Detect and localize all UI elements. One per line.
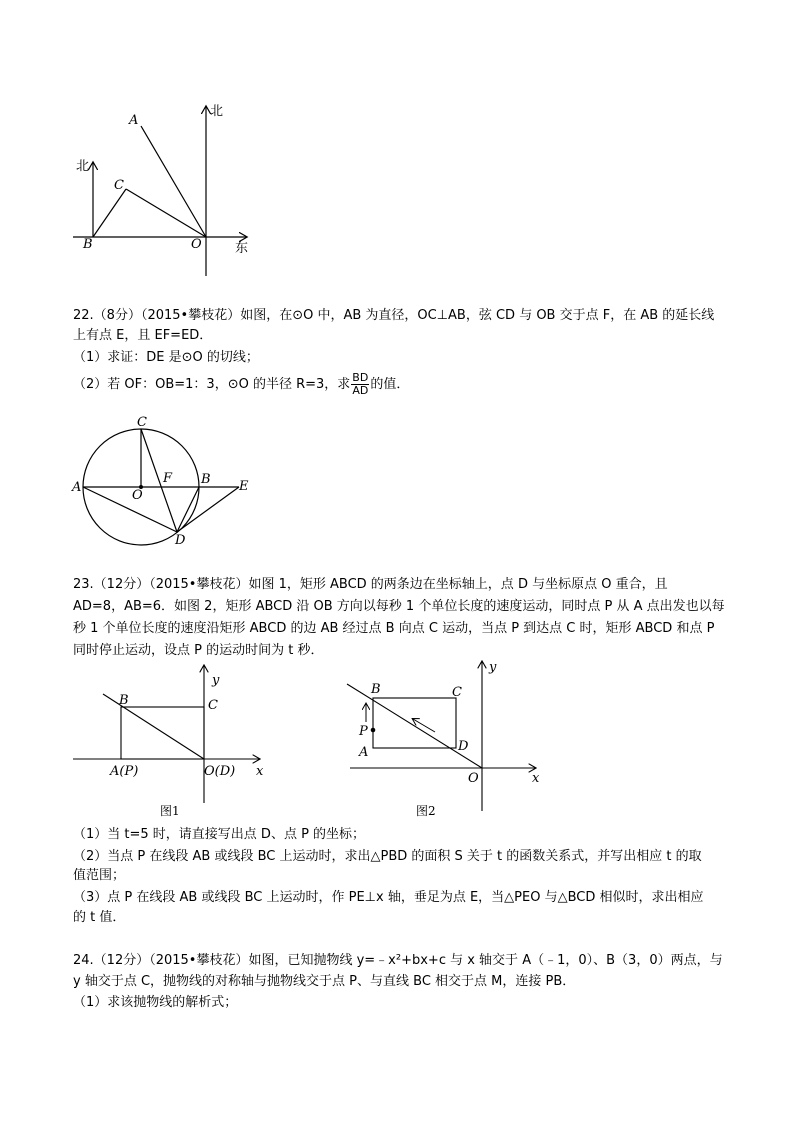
q23-part1: （1）当 t=5 时，请直接写出点 D、点 P 的坐标； bbox=[73, 827, 366, 842]
label-b: B bbox=[201, 472, 211, 487]
fraction-denominator: AD bbox=[352, 384, 369, 397]
fig2-caption: 图2 bbox=[416, 804, 436, 818]
q22-part2-suffix: 的值． bbox=[370, 377, 410, 392]
q23-part3-line1: （3）点 P 在线段 AB 或线段 BC 上运动时，作 PE⊥x 轴，垂足为点 E，当△PEO 与△BCD 相似时，求出相应 bbox=[73, 890, 704, 905]
q23-line2: AD=8，AB=6．如图 2，矩形 ABCD 沿 OB 方向以每秒 1 个单位长度的速度运动，同时点 P 从 A 点出发也以每 bbox=[73, 599, 725, 614]
fig2-direction-arrow bbox=[413, 719, 435, 732]
figure-2 bbox=[347, 660, 540, 818]
fig1-label-c: C bbox=[208, 698, 218, 713]
fig2-label-c: C bbox=[452, 685, 462, 700]
fig1-label-od: O(D) bbox=[204, 764, 236, 779]
north-label-left: 北 bbox=[76, 159, 90, 174]
fig2-point-p bbox=[371, 728, 376, 733]
q23-part2-line1: （2）当点 P 在线段 AB 或线段 BC 上运动时，求出△PBD 的面积 S 关于 t 的函数关系式，并写出相应 t 的取 bbox=[73, 849, 702, 864]
q23-line4: 同时停止运动，设点 P 的运动时间为 t 秒． bbox=[73, 643, 324, 658]
point-c-label: C bbox=[114, 178, 124, 193]
east-label: 东 bbox=[235, 241, 249, 256]
q22-line2: 上有点 E，且 EF=ED． bbox=[73, 328, 213, 343]
point-o-label: O bbox=[191, 237, 202, 252]
q23-part2-line2: 值范围； bbox=[73, 868, 126, 883]
label-d: D bbox=[175, 533, 186, 548]
fig1-caption: 图1 bbox=[160, 804, 180, 818]
fig1-label-x: x bbox=[256, 764, 264, 779]
fig2-label-p: P bbox=[359, 724, 368, 739]
label-o: O bbox=[132, 488, 143, 503]
fig2-label-b: B bbox=[371, 682, 381, 697]
q23-line3: 秒 1 个单位长度的速度沿矩形 ABCD 的边 AB 经过点 B 向点 C 运动，当点 P 到达点 C 时，矩形 ABCD 和点 P bbox=[73, 621, 715, 636]
point-b-label: B bbox=[83, 237, 93, 252]
q23-part3-line2: 的 t 值． bbox=[73, 910, 126, 925]
fig1-label-ap: A(P) bbox=[110, 764, 139, 779]
q22-part2-prefix: （2）若 OF：OB=1：3，⊙O 的半径 R=3，求 bbox=[73, 377, 351, 392]
label-c: C bbox=[137, 415, 147, 430]
q22-line1: 22.（8分）（2015•攀枝花）如图，在⊙O 中，AB 为直径，OC⊥AB，弦 CD 与 OB 交于点 F，在 AB 的延长线 bbox=[73, 308, 715, 323]
q24-part1: （1）求该抛物线的解析式； bbox=[73, 995, 238, 1010]
label-f: F bbox=[163, 471, 173, 486]
fig2-rectangle bbox=[373, 698, 456, 748]
fig2-label-x: x bbox=[532, 771, 540, 786]
q24-line2: y 轴交于点 C，抛物线的对称轴与抛物线交于点 P、与直线 BC 相交于点 M，连接 PB． bbox=[73, 974, 576, 989]
point-a-label: A bbox=[129, 113, 139, 128]
fraction-numerator: BD bbox=[352, 371, 369, 384]
north-label-right: 北 bbox=[210, 104, 224, 119]
q23-line1: 23.（12分）（2015•攀枝花）如图 1，矩形 ABCD 的两条边在坐标轴上，点 D 与坐标原点 O 重合，且 bbox=[73, 577, 668, 592]
fig2-label-y: y bbox=[489, 660, 497, 675]
fig1-label-b: B bbox=[119, 693, 129, 708]
figure-1 bbox=[73, 666, 264, 818]
label-e: E bbox=[239, 479, 249, 494]
q24-line1: 24.（12分）（2015•攀枝花）如图，已知抛物线 y=﹣x²+bx+c 与 x 轴交于 A（﹣1，0）、B（3，0）两点，与 bbox=[73, 953, 723, 968]
fig2-label-a: A bbox=[359, 745, 369, 760]
q22-part1: （1）求证：DE 是⊙O 的切线； bbox=[73, 350, 259, 365]
fig1-label-y: y bbox=[212, 673, 220, 688]
label-a: A bbox=[72, 480, 82, 495]
fig2-label-d: D bbox=[458, 739, 469, 754]
fig2-label-o: O bbox=[468, 771, 479, 786]
